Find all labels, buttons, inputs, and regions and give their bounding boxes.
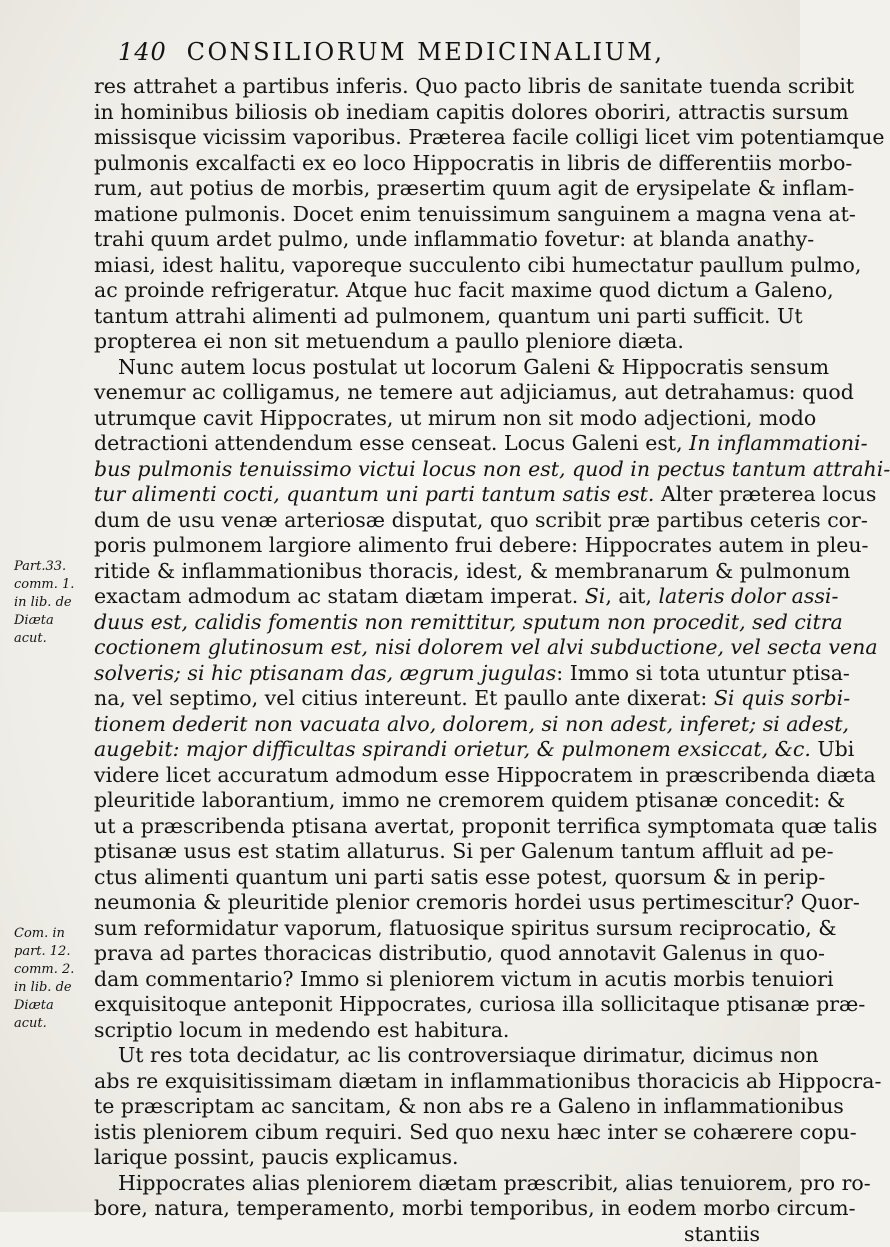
text-segment: detractioni attendendum esse censeat. Locus Galeni est, <box>94 431 689 455</box>
page-number: 140 <box>118 38 178 66</box>
text-segment: Ut res tota decidatur, ac lis controversiaque dirimatur, dicimus non <box>118 1043 819 1067</box>
text-line <box>94 202 770 228</box>
text-line <box>94 712 770 738</box>
text-segment: in hominibus biliosis ob inediam capitis dolores oboriri, attractis sursum <box>94 100 849 124</box>
text-line <box>94 1171 770 1197</box>
text-line <box>94 1043 770 1069</box>
text-line <box>94 1018 770 1044</box>
text-line <box>94 304 770 330</box>
text-line <box>94 508 770 534</box>
text-line <box>94 890 770 916</box>
text-segment: trahi quum ardet pulmo, unde inflammatio fovetur: at blanda anathy- <box>94 227 814 251</box>
text-segment: ac proinde refrigeratur. Atque huc facit maxime quod dictum a Galeno, <box>94 278 834 302</box>
text-line <box>94 227 770 253</box>
text-line <box>94 253 770 279</box>
text-segment: na, vel septimo, vel citius intereunt. Et paullo ante dixerat: <box>94 686 714 710</box>
italic-text-segment: coctionem glutinosum est, nisi dolorem vel alvi subductione, vel secta vena <box>94 635 878 659</box>
text-segment: : Immo si tota utuntur ptisa- <box>556 661 850 685</box>
text-line <box>94 814 770 840</box>
italic-text-segment: duus est, calidis fomentis non remittitur, sputum non procedit, sed citra <box>94 610 843 634</box>
text-line <box>94 278 770 304</box>
text-line <box>94 788 770 814</box>
text-segment: dum de usu venæ arteriosæ disputat, quo scribit præ partibus ceteris cor- <box>94 508 868 532</box>
text-segment: propterea ei non sit metuendum a paullo pleniore diæta. <box>94 329 684 353</box>
text-line <box>94 865 770 891</box>
text-line <box>94 686 770 712</box>
text-line <box>94 74 770 100</box>
text-segment: Ubi <box>811 737 854 761</box>
text-segment: utrumque cavit Hippocrates, ut mirum non sit modo adjectioni, modo <box>94 406 816 430</box>
text-segment: miasi, idest halitu, vaporeque succulento cibi humectatur paullum pulmo, <box>94 253 861 277</box>
text-line <box>94 1069 770 1095</box>
text-segment: neumonia & pleuritide plenior cremoris hordei usus pertimescitur? Quor- <box>94 890 860 914</box>
text-segment: ut a præscribenda ptisana avertat, proponit terrifica symptomata quæ talis <box>94 814 877 838</box>
text-line <box>94 941 770 967</box>
running-header <box>118 38 778 74</box>
text-line <box>94 1094 770 1120</box>
text-line <box>94 635 770 661</box>
text-line <box>94 176 770 202</box>
text-line <box>94 100 770 126</box>
text-segment: rum, aut potius de morbis, præsertim quum agit de erysipelate & inflam- <box>94 176 854 200</box>
text-segment: missisque vicissim vaporibus. Præterea facile colligi licet vim potentiamque <box>94 125 884 149</box>
text-line <box>94 763 770 789</box>
text-segment: dam commentario? Immo si pleniorem victum in acutis morbis tenuiori <box>94 967 834 991</box>
text-line <box>94 559 770 585</box>
text-segment: te præscriptam ac sancitam, & non abs re a Galeno in inflammationibus <box>94 1094 844 1118</box>
text-segment: videre licet accuratum admodum esse Hippocratem in præscribenda diæta <box>94 763 876 787</box>
text-segment: res attrahet a partibus inferis. Quo pacto libris de sanitate tuenda scribit <box>94 74 854 98</box>
margin-note-line: Diæta <box>14 612 90 630</box>
text-segment: scriptio locum in medendo est habitura. <box>94 1018 509 1042</box>
italic-text-segment: lateris dolor assi- <box>658 584 838 608</box>
text-segment: ritide & inflammationibus thoracis, idest, & membranarum & pulmonum <box>94 559 850 583</box>
italic-text-segment: solveris; si hic ptisanam das, ægrum jugulas <box>94 661 556 685</box>
text-line <box>94 329 770 355</box>
italic-text-segment: bus pulmonis tenuissimo victui locus non est, quod in pectus tantum attrahi- <box>94 457 890 481</box>
italic-text-segment: In inflammationi- <box>689 431 867 455</box>
italic-text-segment: tur alimenti cocti, quantum uni parti tantum satis est. <box>94 482 654 506</box>
text-segment: venemur ac colligamus, ne temere aut adjiciamus, aut detrahamus: quod <box>94 380 854 404</box>
text-segment: Alter præterea locus <box>654 482 876 506</box>
running-title: CONSILIORUM MEDICINALIUM, <box>187 38 665 66</box>
margin-note-2 <box>14 925 90 1033</box>
italic-text-segment: Si quis sorbi- <box>714 686 850 710</box>
text-segment: pleuritide laborantium, immo ne cremorem quidem ptisanæ concedit: & <box>94 788 845 812</box>
text-line <box>94 151 770 177</box>
text-line <box>94 431 770 457</box>
margin-note-line: part. 12. <box>14 943 90 961</box>
text-line <box>94 661 770 687</box>
margin-note-line: acut. <box>14 630 90 648</box>
text-line <box>94 584 770 610</box>
text-line <box>94 406 770 432</box>
text-segment: ctus alimenti quantum uni parti satis esse potest, quorsum & in perip- <box>94 865 825 889</box>
text-line <box>94 610 770 636</box>
text-segment: istis pleniorem cibum requiri. Sed quo nexu hæc inter se cohærere copu- <box>94 1120 857 1144</box>
text-segment: poris pulmonem largiore alimento frui debere: Hippocrates autem in pleu- <box>94 533 869 557</box>
text-line <box>94 737 770 763</box>
italic-text-segment: Si <box>585 584 606 608</box>
text-segment: ptisanæ usus est statim allaturus. Si per Galenum tantum affluit ad pe- <box>94 839 834 863</box>
margin-note-line: Diæta <box>14 997 90 1015</box>
italic-text-segment: augebit: major difficultas spirandi orietur, & pulmonem exsiccat, &c. <box>94 737 811 761</box>
text-segment: exquisitoque anteponit Hippocrates, curiosa illa sollicitaque ptisanæ præ- <box>94 992 865 1016</box>
text-line <box>94 839 770 865</box>
text-segment: pulmonis excalfacti ex eo loco Hippocratis in libris de differentiis morbo- <box>94 151 852 175</box>
text-line <box>94 967 770 993</box>
text-segment: sum reformidatur vaporum, flatuosique spiritus sursum reciprocatio, & <box>94 916 837 940</box>
text-segment: bore, natura, temperamento, morbi temporibus, in eodem morbo circum- <box>94 1196 856 1220</box>
text-segment: abs re exquisitissimam diætam in inflammationibus thoracicis ab Hippocra- <box>94 1069 881 1093</box>
text-segment: Hippocrates alias pleniorem diætam præscribit, alias tenuiorem, pro ro- <box>118 1171 871 1195</box>
margin-note-line: in lib. de <box>14 594 90 612</box>
margin-note-1 <box>14 558 90 648</box>
text-line <box>94 916 770 942</box>
margin-note-line: Part.33. <box>14 558 90 576</box>
margin-note-line: in lib. de <box>14 979 90 997</box>
text-line <box>94 482 770 508</box>
text-segment: larique possint, paucis explicamus. <box>94 1145 459 1169</box>
text-line <box>94 1120 770 1146</box>
text-segment: matione pulmonis. Docet enim tenuissimum sanguinem a magna vena at- <box>94 202 856 226</box>
text-segment: prava ad partes thoracicas distributio, quod annotavit Galenus in quo- <box>94 941 825 965</box>
margin-note-line: comm. 1. <box>14 576 90 594</box>
text-segment: tantum attrahi alimenti ad pulmonem, quantum uni parti sufficit. Ut <box>94 304 803 328</box>
margin-note-line: comm. 2. <box>14 961 90 979</box>
text-line <box>94 992 770 1018</box>
text-segment: Nunc autem locus postulat ut locorum Galeni & Hippocratis sensum <box>118 355 829 379</box>
text-segment: , ait, <box>605 584 658 608</box>
text-line <box>94 533 770 559</box>
text-line <box>94 125 770 151</box>
margin-note-line: acut. <box>14 1015 90 1033</box>
margin-note-line: Com. in <box>14 925 90 943</box>
body-text <box>94 74 770 1247</box>
text-segment: exactam admodum ac statam diætam imperat. <box>94 584 585 608</box>
text-line <box>94 380 770 406</box>
text-line <box>94 457 770 483</box>
text-segment: stantiis <box>684 1222 760 1246</box>
text-line <box>94 355 770 381</box>
text-line <box>94 1196 770 1222</box>
italic-text-segment: tionem dederit non vacuata alvo, dolorem, si non adest, inferet; si adest, <box>94 712 849 736</box>
text-line <box>94 1145 770 1171</box>
text-line <box>94 1222 770 1247</box>
